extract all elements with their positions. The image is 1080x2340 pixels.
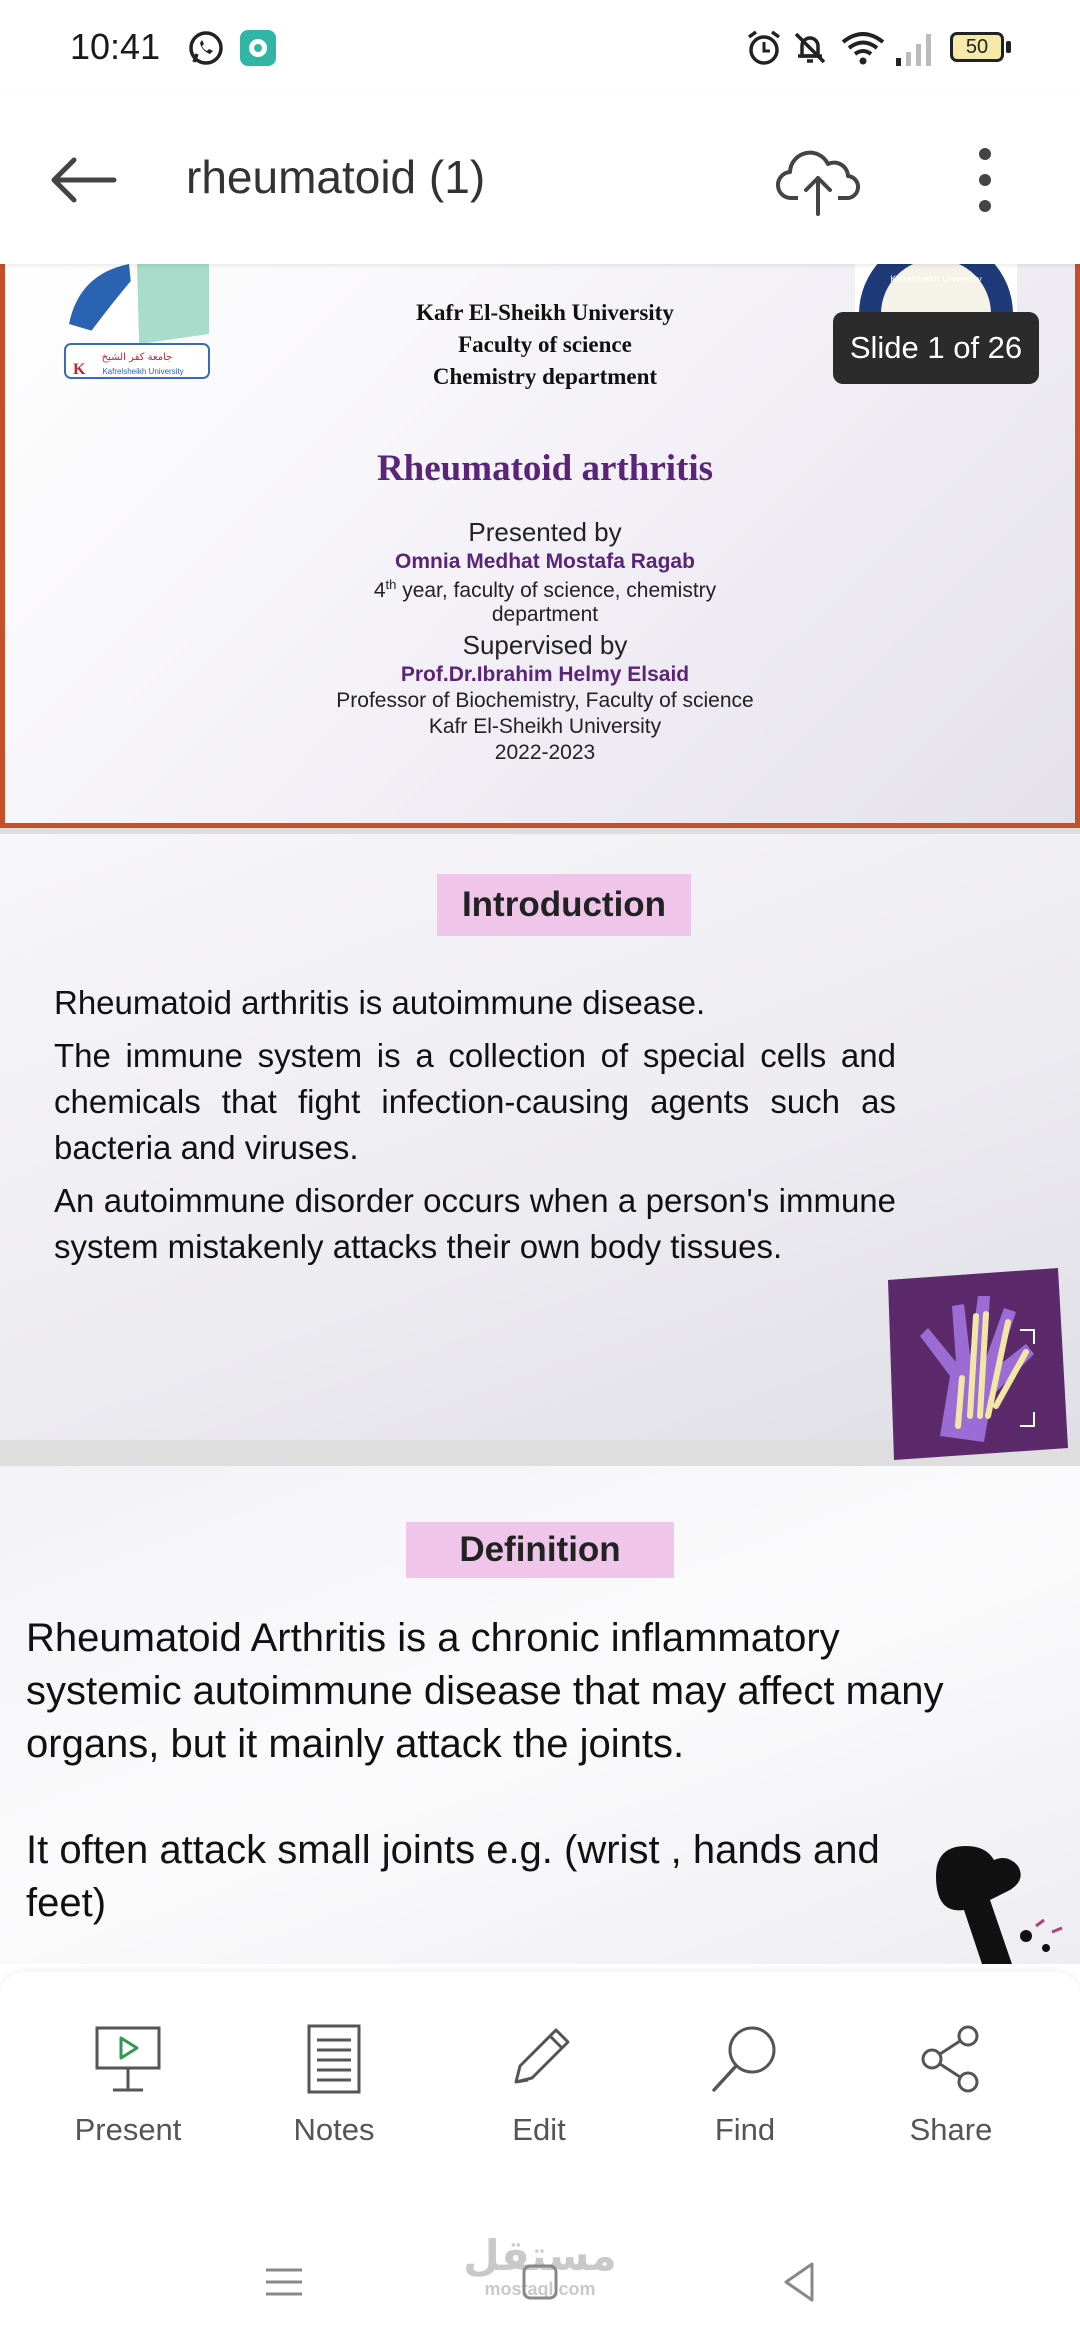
presentation-title: Rheumatoid arthritis xyxy=(376,448,714,489)
definition-paragraph-2: It often attack small joints e.g. (wrist , hands and feet) xyxy=(26,1828,880,1925)
signal-icon xyxy=(894,28,938,68)
notes-label: Notes xyxy=(293,2112,375,2147)
logo-english-text: Kafrelsheikh University xyxy=(102,367,184,376)
notes-icon xyxy=(297,2022,371,2096)
chat-app-icon xyxy=(238,28,278,68)
supervised-by-label: Supervised by xyxy=(462,630,628,660)
slides-viewer[interactable] xyxy=(0,264,1080,1964)
bone-illustration xyxy=(916,1836,1080,1964)
hand-xray-image xyxy=(880,1266,1070,1462)
slide-indicator: Slide 1 of 26 xyxy=(833,312,1039,384)
present-label: Present xyxy=(74,2112,182,2147)
supervisor-title: Professor of Biochemistry, Faculty of science xyxy=(336,689,754,712)
year-number: 4 xyxy=(373,579,386,602)
year-suffix: th xyxy=(385,577,397,592)
edit-pencil-icon xyxy=(502,2022,576,2096)
presented-by-label: Presented by xyxy=(468,517,622,547)
share-button[interactable] xyxy=(866,2022,1036,2172)
find-label: Find xyxy=(714,2112,776,2147)
bottom-toolbar xyxy=(0,1972,1080,2212)
more-vert-icon[interactable] xyxy=(960,140,1010,220)
back-arrow-icon[interactable] xyxy=(44,140,124,220)
supervisor-name: Prof.Dr.Ibrahim Helmy Elsaid xyxy=(400,663,690,686)
introduction-heading: Introduction xyxy=(437,874,691,936)
cloud-upload-icon[interactable] xyxy=(776,144,860,216)
present-icon xyxy=(91,2022,165,2096)
whatsapp-icon xyxy=(186,28,226,68)
present-button[interactable] xyxy=(43,2022,213,2172)
share-icon xyxy=(914,2022,988,2096)
logo-arabic-text: جامعة كفر الشيخ xyxy=(101,352,173,363)
status-bar xyxy=(0,0,1080,96)
notes-button[interactable] xyxy=(249,2022,419,2172)
intro-paragraph-3: An autoimmune disorder occurs when a person's immune system mistakenly attacks their own body tissues. xyxy=(54,1182,896,1265)
watermark-arabic: مستقل xyxy=(463,2232,617,2279)
app-bar xyxy=(0,96,1080,264)
back-icon[interactable] xyxy=(770,2252,830,2312)
slide-2[interactable] xyxy=(0,834,1080,1440)
document-title: rheumatoid (1) xyxy=(186,151,486,203)
edit-label: Edit xyxy=(512,2112,566,2147)
home-icon[interactable] xyxy=(510,2252,570,2312)
watermark-url: mostaql.com xyxy=(484,2279,596,2299)
year-line xyxy=(5,577,1080,603)
faculty-seal xyxy=(855,264,1017,314)
academic-year: 2022-2023 xyxy=(494,741,596,764)
share-label: Share xyxy=(909,2112,993,2147)
intro-paragraph-1: Rheumatoid arthritis is autoimmune disease. xyxy=(54,984,706,1021)
system-nav-bar xyxy=(0,2212,1080,2340)
department-name: Chemistry department xyxy=(432,364,658,389)
alarm-icon xyxy=(744,28,784,68)
faculty-name: Faculty of science xyxy=(458,332,632,357)
slide-3[interactable] xyxy=(0,1466,1080,1964)
department-line: department xyxy=(491,603,599,626)
supervisor-university: Kafr El-Sheikh University xyxy=(428,715,662,738)
wifi-icon xyxy=(840,28,886,68)
edit-button[interactable] xyxy=(454,2022,624,2172)
intro-paragraph-2: The immune system is a collection of special cells and chemicals that fight infection-causing agents such as bacteria and viruses. xyxy=(54,1037,896,1166)
find-button[interactable] xyxy=(660,2022,830,2172)
year-text: year, faculty of science, chemistry xyxy=(396,579,717,602)
seal-text: Kafrelsheikh University xyxy=(890,274,982,284)
definition-heading: Definition xyxy=(406,1522,674,1578)
battery-level: 50 xyxy=(965,36,989,58)
mute-icon xyxy=(790,28,830,68)
battery-icon xyxy=(950,28,1012,68)
status-time: 10:41 xyxy=(70,26,161,67)
recents-icon[interactable] xyxy=(254,2252,314,2312)
svg-text:K: K xyxy=(73,361,86,378)
university-name: Kafr El-Sheikh University xyxy=(416,300,674,325)
search-icon xyxy=(708,2022,782,2096)
definition-paragraph-1: Rheumatoid Arthritis is a chronic inflammatory systemic autoimmune disease that may affect many organs, but it mainly attack the joints. xyxy=(26,1616,944,1766)
presenter-name: Omnia Medhat Mostafa Ragab xyxy=(395,550,695,573)
slide-1[interactable] xyxy=(0,264,1080,828)
